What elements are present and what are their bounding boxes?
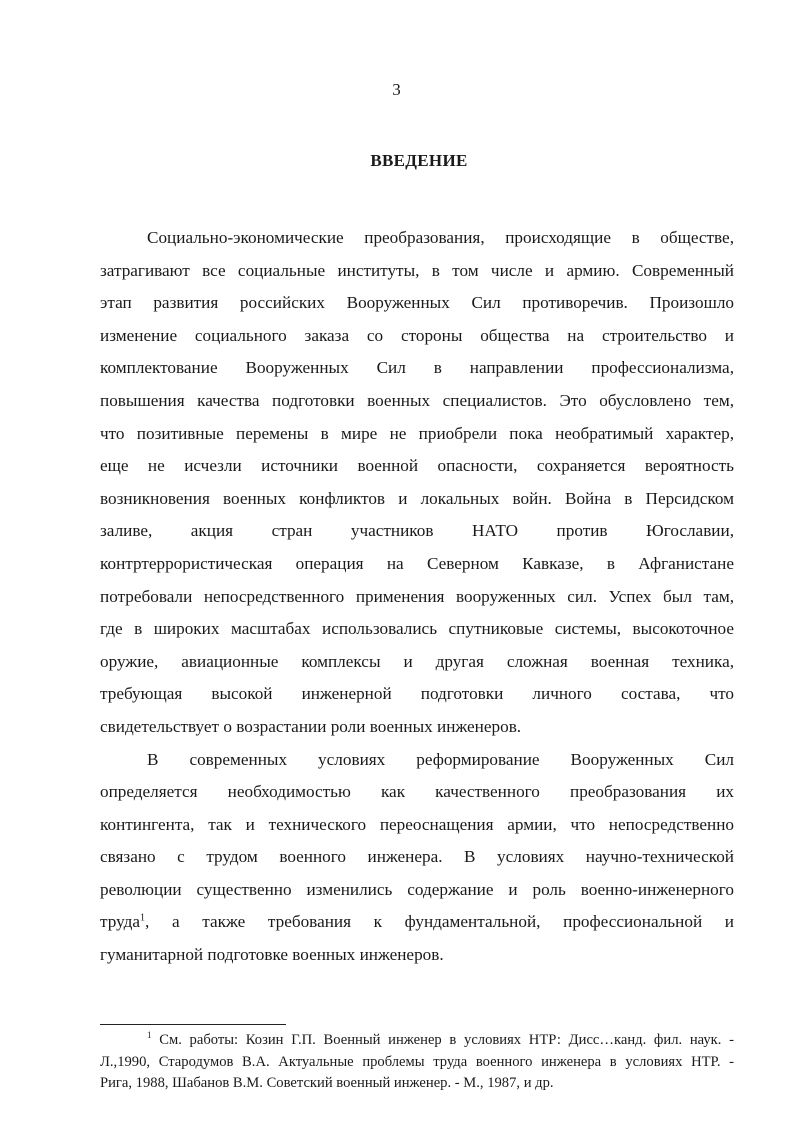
text-line: комплектование Вооруженных Сил в направлении профессионализма, [100,358,734,378]
footnote [100,1030,734,1095]
text-line: свидетельствует о возрастании роли военных инженеров. [100,716,522,736]
text-line: этап развития российских Вооруженных Сил противоречив. Произошло [100,293,734,313]
line-remainder: а также требования к фундаментальной, профессиональной и [171,912,734,932]
footnote-line: Рига, 1988, Шабанов В.М. Советский военный инженер. - М., 1987, и др. [100,1075,554,1091]
text-line: где в широких масштабах использовались спутниковые системы, высокоточное [100,619,734,639]
footnoted-word-suffix: , [144,912,150,932]
footnote-line: Л.,1990, Стародумов В.А. Актуальные проблемы труда военного инженера в условиях НТР. - [100,1053,734,1070]
body-text [100,222,734,972]
footnote-reference[interactable]: 1 [139,912,145,924]
text-line: Социально-экономические преобразования, происходящие в обществе, [147,228,734,247]
text-line: возникновения военных конфликтов и локальных войн. Война в Персидском [100,488,734,508]
text-line: потребовали непосредственного применения вооруженных сил. Успех был там, [100,586,734,606]
text-line-with-footnote [100,906,734,939]
text-line: В современных условиях реформирование Вооруженных Сил [147,749,734,769]
text-line: еще не исчезли источники военной опасности, сохраняется вероятность [100,456,734,476]
text-line: что позитивные перемены в мире не приобрели пока необратимый характер, [100,423,734,443]
text-line: гуманитарной подготовке военных инженеров. [100,945,444,965]
page-number: 3 [392,80,401,99]
text-line: изменение социального заказа со стороны общества на строительство и [100,325,734,345]
footnote-divider [100,1024,286,1025]
section-heading: ВВЕДЕНИЕ [370,151,468,170]
text-line: контингента, так и технического переоснащения армии, что непосредственно [100,814,734,834]
text-line: оружие, авиационные комплексы и другая сложная военная техника, [100,651,734,671]
text-line: контртеррористическая операция на Северном Кавказе, в Афганистане [100,553,734,573]
footnote-text: См. работы: Козин Г.П. Военный инженер в условиях НТР: Дисс…канд. фил. наук. - [159,1032,734,1048]
text-line: затрагивают все социальные институты, в том числе и армию. Современный [100,260,734,280]
text-line: определяется необходимостью как качественного преобразования их [100,782,734,802]
text-line: требующая высокой инженерной подготовки личного состава, что [100,684,734,704]
footnoted-word: труда [100,912,140,932]
text-line: революции существенно изменились содержание и роль военно-инженерного [100,879,734,899]
text-line: заливе, акция стран участников НАТО против Югославии, [100,521,734,541]
footnote-line [100,1030,734,1052]
text-line: связано с трудом военного инженера. В условиях научно-технической [100,847,734,867]
footnote-marker: 1 [147,1030,152,1041]
text-line: повышения качества подготовки военных специалистов. Это обусловлено тем, [100,390,734,410]
